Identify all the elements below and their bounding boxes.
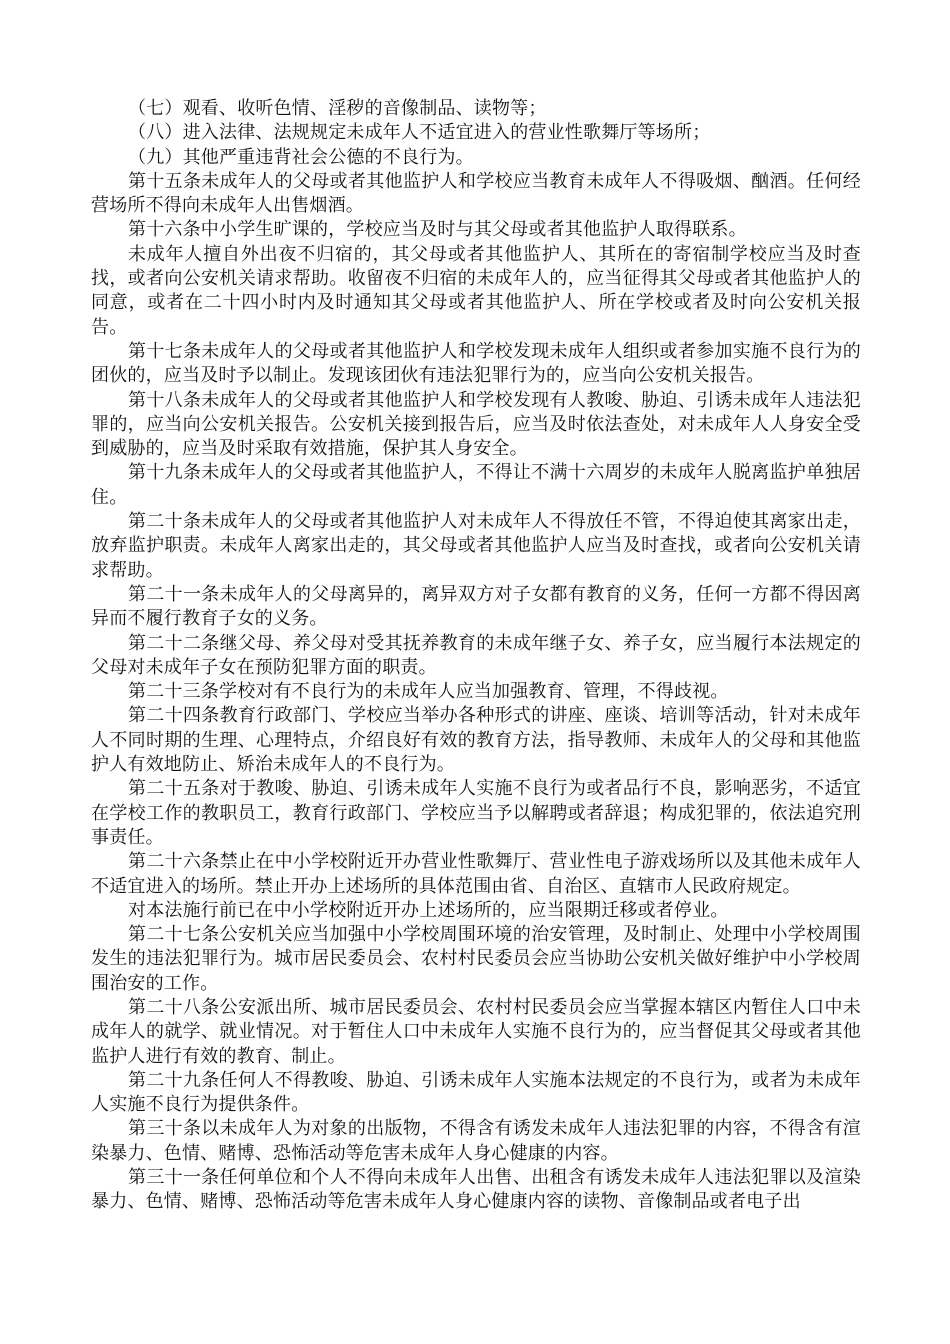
paragraph-article-26-cont: 对本法施行前已在中小学校附近开办上述场所的，应当限期迁移或者停业。 [128, 899, 729, 921]
paragraph-item-8: （八）进入法律、法规规定未成年人不适宜进入的营业性歌舞厅等场所； [128, 122, 711, 144]
paragraph-item-9: （九）其他严重违背社会公德的不良行为。 [128, 146, 474, 168]
paragraph-item-7: （七）观看、收听色情、淫秽的音像制品、读物等； [128, 98, 547, 119]
paragraph-article-16-cont: 未成年人擅自外出夜不归宿的，其父母或者其他监护人、其所在的寄宿制学校应当及时查找，或者向公安机关请求帮助。收留夜不归宿的未成年人的，应当征得其父母或者其他监护人的同意，或者在二十四小时内及时通知其父母或者其他监护人、所在学校或者及时向公安机关报告。 [91, 243, 861, 338]
paragraph-article-25: 第二十五条对于教唆、胁迫、引诱未成年人实施不良行为或者品行不良，影响恶劣，不适宜在学校工作的教职员工，教育行政部门、学校应当予以解聘或者辞退；构成犯罪的，依法追究刑事责任。 [91, 778, 861, 848]
paragraph-article-26: 第二十六条禁止在中小学校附近开办营业性歌舞厅、营业性电子游戏场所以及其他未成年人不适宜进入的场所。禁止开办上述场所的具体范围由省、自治区、直辖市人民政府规定。 [91, 851, 861, 897]
paragraph-article-19: 第十九条未成年人的父母或者其他监护人，不得让不满十六周岁的未成年人脱离监护单独居住。 [91, 462, 861, 508]
paragraph-article-23: 第二十三条学校对有不良行为的未成年人应当加强教育、管理，不得歧视。 [128, 681, 729, 703]
paragraph-article-30: 第三十条以未成年人为对象的出版物，不得含有诱发未成年人违法犯罪的内容，不得含有渲染暴力、色情、赌博、恐怖活动等危害未成年人身心健康的内容。 [91, 1118, 861, 1164]
paragraph-article-21: 第二十一条未成年人的父母离异的，离异双方对子女都有教育的义务，任何一方都不得因离异而不履行教育子女的义务。 [91, 583, 861, 630]
paragraph-article-31: 第三十一条任何单位和个人不得向未成年人出售、出租含有诱发未成年人违法犯罪以及渲染暴力、色情、赌博、恐怖活动等危害未成年人身心健康内容的读物、音像制品或者电子出 [91, 1167, 861, 1213]
paragraph-article-20: 第二十条未成年人的父母或者其他监护人对未成年人不得放任不管，不得迫使其离家出走，放弃监护职责。未成年人离家出走的，其父母或者其他监护人应当及时查找，或者向公安机关请求帮助。 [91, 511, 861, 581]
paragraph-article-18: 第十八条未成年人的父母或者其他监护人和学校发现有人教唆、胁迫、引诱未成年人违法犯罪的，应当向公安机关报告。公安机关接到报告后，应当及时依法查处，对未成年人人身安全受到威胁的，应当及时采取有效措施，保护其人身安全。 [91, 389, 861, 460]
paragraph-article-17: 第十七条未成年人的父母或者其他监护人和学校发现未成年人组织或者参加实施不良行为的团伙的，应当及时予以制止。发现该团伙有违法犯罪行为的，应当向公安机关报告。 [91, 340, 861, 387]
document-body [91, 97, 861, 1215]
paragraph-article-24: 第二十四条教育行政部门、学校应当举办各种形式的讲座、座谈、培训等活动，针对未成年人不同时期的生理、心理特点，介绍良好有效的教育方法，指导教师、未成年人的父母和其他监护人有效地防止、矫治未成年人的不良行为。 [91, 705, 861, 776]
paragraph-article-22: 第二十二条继父母、养父母对受其抚养教育的未成年继子女、养子女，应当履行本法规定的父母对未成年子女在预防犯罪方面的职责。 [91, 632, 861, 678]
paragraph-article-27: 第二十七条公安机关应当加强中小学校周围环境的治安管理，及时制止、处理中小学校周围发生的违法犯罪行为。城市居民委员会、农村村民委员会应当协助公安机关做好维护中小学校周围治安的工作。 [91, 924, 861, 994]
paragraph-article-15: 第十五条未成年人的父母或者其他监护人和学校应当教育未成年人不得吸烟、酗酒。任何经营场所不得向未成年人出售烟酒。 [91, 170, 861, 217]
paragraph-article-29: 第二十九条任何人不得教唆、胁迫、引诱未成年人实施本法规定的不良行为，或者为未成年人实施不良行为提供条件。 [91, 1069, 861, 1116]
paragraph-article-16: 第十六条中小学生旷课的，学校应当及时与其父母或者其他监护人取得联系。 [128, 219, 747, 241]
paragraph-article-28: 第二十八条公安派出所、城市居民委员会、农村村民委员会应当掌握本辖区内暂住人口中未成年人的就学、就业情况。对于暂住人口中未成年人实施不良行为的，应当督促其父母或者其他监护人进行有效的教育、制止。 [91, 996, 861, 1067]
